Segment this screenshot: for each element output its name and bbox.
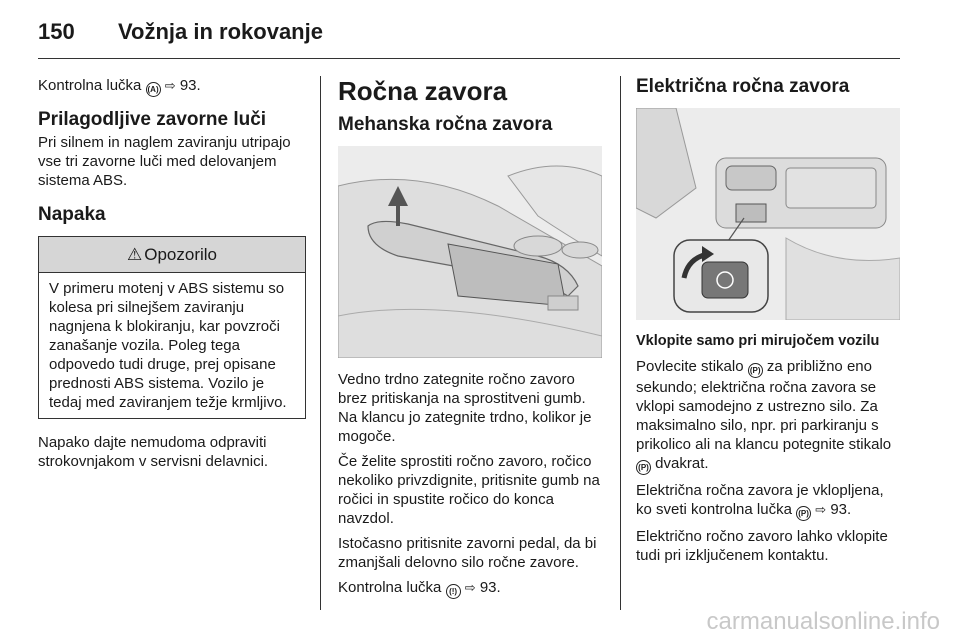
section-heading-parking-brake: Ročna zavora: [338, 76, 508, 106]
brake-warning-icon: (!): [446, 584, 461, 599]
column-divider-1: [320, 76, 321, 610]
indicator-line-brake: [338, 578, 604, 599]
column-1: [38, 76, 306, 477]
text-fragment: Povlecite stikalo: [636, 358, 744, 375]
warning-text: V primeru motenj v ABS sistemu so kolesa pri silnejšem zaviranju nagnjena k blokiranju, kar povzroči zanašanje vozila. Poleg tega odpovedo tudi druge, prej opisane prednosti ABS sistema. Vozilo je tedaj med zaviranjem težje krmljivo.: [49, 280, 287, 411]
parking-brake-icon: (P): [748, 363, 763, 378]
mechanical-brake-text-3: Istočasno pritisnite zavorni pedal, da bi zmanjšali delovno silo ročne zavore.: [338, 535, 597, 571]
column-3: [636, 76, 902, 571]
abs-warning-icon: (A): [146, 82, 161, 97]
warning-box: [38, 236, 306, 419]
page-ref[interactable]: 93.: [179, 77, 201, 94]
section-heading-electric-brake: Električna ročna zavora: [636, 76, 850, 97]
page-ref[interactable]: 93.: [830, 501, 852, 518]
column-divider-2: [620, 76, 621, 610]
text-fragment: za približno eno sekundo; električna ročna zavora se vklopi samodejno z ustrezno silo. Za maksimalno silo, npr. pri parkiranju s prikolico ali na klancu potegnite stikalo: [636, 358, 892, 453]
text-fragment: dvakrat.: [655, 455, 709, 472]
mechanical-brake-text-1: Vedno trdno zategnite ročno zavoro brez pritiskanja na sprostitveni gumb. Na klancu jo zategnite trdno, kolikor je mogoče.: [338, 371, 592, 445]
header-divider: [38, 58, 900, 59]
indicator-label: Kontrolna lučka: [38, 77, 142, 94]
electric-brake-subheading: Vklopite samo pri mirujočem vozilu: [636, 333, 880, 349]
column-2: [338, 76, 604, 605]
page-number: 150: [38, 19, 75, 44]
fault-instruction-text: Napako dajte nemudoma odpraviti strokovnjakom v servisni delavnici.: [38, 434, 269, 470]
parking-brake-icon: (P): [636, 460, 651, 475]
parking-brake-icon: (P): [796, 506, 811, 521]
text-fragment: Električna ročna zavora je vklopljena, ko sveti kontrolna lučka: [636, 482, 884, 518]
page-ref-arrow-icon: ⇨: [815, 502, 827, 517]
page-ref[interactable]: 93.: [479, 579, 501, 596]
mechanical-handbrake-illustration: [338, 146, 602, 358]
page-title: Vožnja in rokovanje: [118, 19, 323, 44]
warning-header: [39, 237, 305, 273]
section-heading-fault: Napaka: [38, 204, 106, 225]
warning-title: Opozorilo: [144, 245, 217, 264]
section-heading-mechanical-brake: Mehanska ročna zavora: [338, 114, 553, 135]
mechanical-brake-text-2: Če želite sprostiti ročno zavoro, ročico nekoliko privzdignite, pritisnite gumb na ročici in spustite ročico do konca navzdol.: [338, 453, 600, 527]
section-heading-adaptive-brake-lights: Prilagodljive zavorne luči: [38, 109, 267, 130]
page-ref-arrow-icon: ⇨: [464, 580, 476, 595]
warning-triangle-icon: ⚠: [126, 245, 143, 264]
electric-brake-text-1: [636, 357, 902, 475]
electric-parking-brake-illustration: [636, 108, 900, 320]
page-ref-arrow-icon: ⇨: [164, 78, 176, 93]
watermark: carmanualsonline.info: [706, 608, 940, 635]
page-header: [38, 12, 323, 52]
electric-brake-text-2: [636, 481, 902, 521]
adaptive-brake-lights-text: Pri silnem in naglem zaviranju utripajo vse tri zavorne luči med delovanjem sistema ABS.: [38, 134, 291, 189]
electric-brake-text-3: Električno ročno zavoro lahko vklopite tudi pri izključenem kontaktu.: [636, 528, 888, 564]
indicator-label: Kontrolna lučka: [338, 579, 442, 596]
indicator-line: [38, 76, 306, 97]
